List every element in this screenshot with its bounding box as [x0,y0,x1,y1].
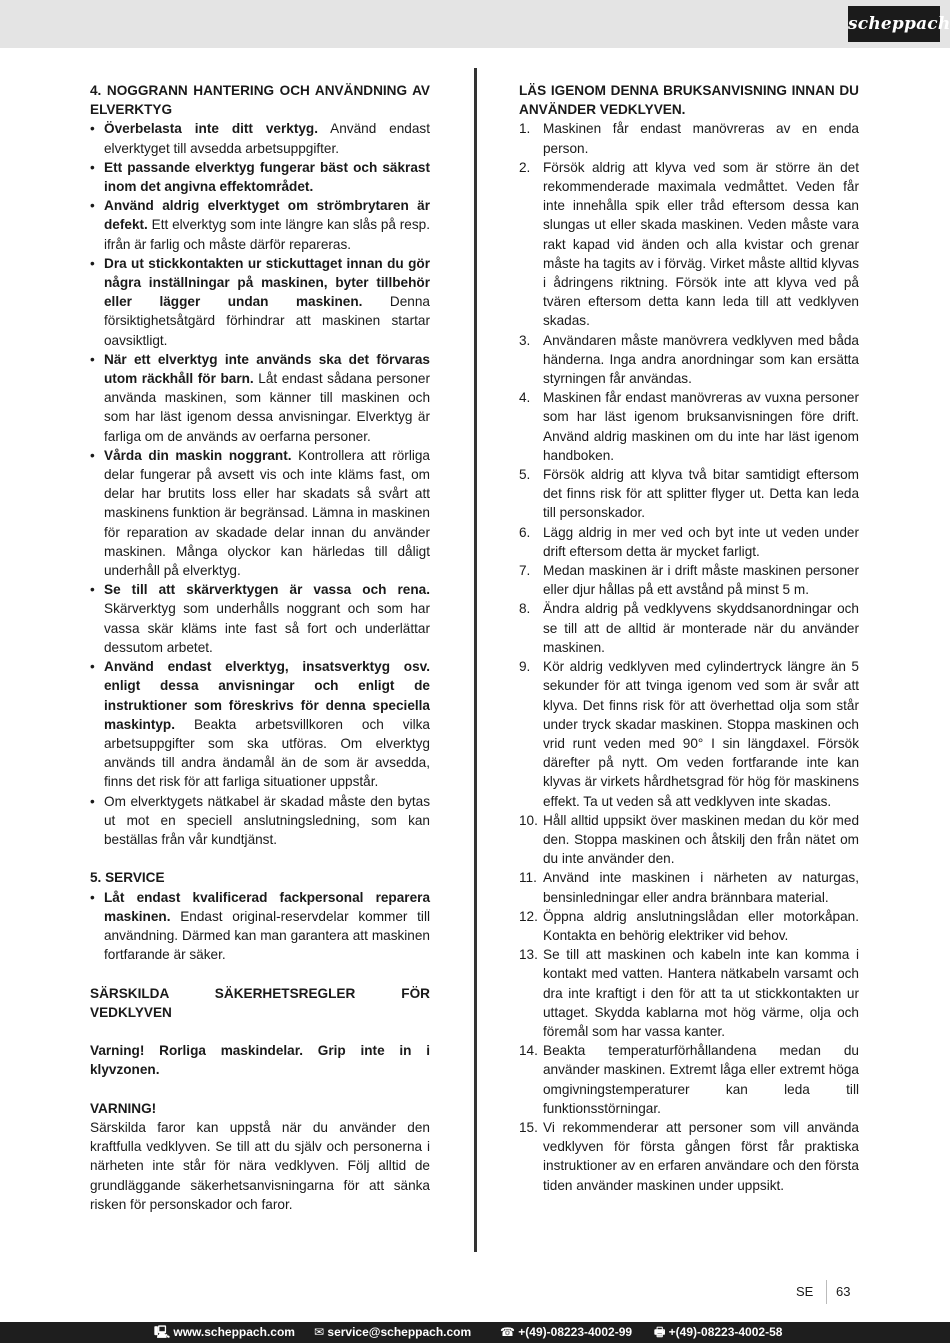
read-manual-title: LÄS IGENOM DENNA BRUKSANVISNING INNAN DU ANVÄNDER VEDKLYVEN. [519,83,859,118]
section4-item: • När ett elverktyg inte används ska det förvaras utom räckhåll för barn. Låt endast sådana personer använda maskinen, som känner till maskinen och som har läst igenom dessa anvisningar. Elverktyg är farliga om de används av oerfarna personer. [90,351,431,444]
numbered-rule: 9. Kör aldrig vedklyven med cylindertryck längre än 5 sekunder för att tvinga igenom ved som är svår att klyva. Det finns risk för att överhettad olja som står under tryck skadar maskinen. Stoppa maskinen och vrid runt veden med 90° I sin längdaxel. Försök därefter på nytt. Om veden fortfarande inte kan klyvas är virkets hårdhetsgrad för hög för maskinens effekt. Ta ut veden så att vedklyven inte skadas. [519,659,859,809]
phone-icon: ☎ [500,1325,515,1339]
fax-contact: 🖶 +(49)-08223-4002-58 [654,1325,783,1339]
section4-item-bold: Se till att skärverktygen är vassa och rena. [104,582,430,598]
section4-item-bold: Använd endast elverktyg, insatsverktyg osv. enligt dessa anvisningar och enligt de instruktioner som föreskrivs för denna speciella maskintyp. [104,659,430,732]
section4-item: • Se till att skärverktygen är vassa och rena. Skärverktyg som underhålls noggrant och som har vassa skär kläms inte fast så fort och underlättar dessutom arbetet. [90,582,430,655]
numbered-rule: 13. Se till att maskinen och kabeln inte kan komma i kontakt med vatten. Hantera nätkabeln varsamt och dra inte kraftigt i den för att ta ut stickkontakten ur uttaget. Skydda kablarna mot hög värme, olja och föremål som har vassa kanter. [519,947,859,1039]
numbered-rule: 3. Användaren måste manövrera vedklyven med båda händerna. Inga andra anordningar som kan ersätta styrningen får användas. [519,332,859,387]
computer-icon: 🖳 [154,1325,171,1339]
numbered-rule: 12. Öppna aldrig anslutningslådan eller motorkåpan. Kontakta en behörig elektriker vid behov. [519,908,859,943]
section4-item: • Om elverktygets nätkabel är skadad måste den bytas ut mot en speciell anslutningsledning, som kan beställas från vår kundtjänst. [90,793,430,847]
section4-item-bold: När ett elverktyg inte används ska det förvaras utom räckhåll för barn. [104,351,430,387]
web-contact[interactable]: 🖳 www.scheppach.com [154,1325,295,1339]
mail-icon: ✉ [314,1325,325,1339]
numbered-rule: 14. Beakta temperaturförhållandena medan du använder maskinen. Extremt låga eller extremt höga omgivningstemperaturer kan leda till funktionsstörningar. [519,1043,859,1116]
column-divider [474,68,477,1252]
section5-item-bold: Låt endast kvalificerad fackpersonal reparera maskinen. [104,889,430,924]
warning-text: Särskilda faror kan uppstå när du använder den kraftfulla vedklyven. Se till att du själv och personerna i närheten inte står för nära vedklyven. Följ alltid de grundläggande säkerhetsanvisningarna för att sänka risken för personskador och faror. [90,1119,430,1212]
numbered-rule: 1. Maskinen får endast manövreras av en enda person. [519,121,859,156]
moving-parts-warning: Varning! Rorliga maskindelar. Grip inte in i klyvzonen. [90,1043,430,1078]
section4-title: 4. NOGGRANN HANTERING OCH ANVÄNDNING AV ELVERKTYG [90,83,430,118]
numbered-rule: 4. Maskinen får endast manövreras av vuxna personer som har läst igenom bruksanvisningen före drift. Använd aldrig maskinen om du inte har läst igenom handboken. [519,390,859,463]
language-code: SE [796,1284,814,1299]
section4-item: • Ett passande elverktyg fungerar bäst och säkrast inom det angivna effektområdet. [90,159,430,195]
numbered-rule: 7. Medan maskinen är i drift måste maskinen personer eller djur hållas på ett avstånd på minst 5 m. [519,563,859,598]
special-rules-title: SÄRSKILDA SÄKERHETSREGLER FÖR VEDKLYVEN [90,985,430,1020]
scheppach-logo: scheppach [848,6,940,42]
section4-list [90,119,430,849]
section4-item: • Vårda din maskin noggrant. Kontrollera att rörliga delar fungerar på avsett vis och inte kläms fast, om delar har brutits loss eller har skadats så svårt att maskinens funktion är begränsad. Lämna in maskinen för reparation av skadade delar innan du använder maskinen. Många olyckor kan härledas till dåligt underhåll på elverktyg. [90,447,430,579]
left-column [90,81,430,1214]
numbered-rule: 2. Försök aldrig att klyva ved som är större än det rekommenderade maximala vedmåttet. Veden får inte innehålla spik eller tråd eftersom dessa kan slungas ut eller skada maskinen. Veden måste vara rakt kapad vid änden och alla kvistar och grenar måste ha tagits av i förväg. Virket måste alltid klyvas i ådringens riktning. Försök inte att klyva ved på tvären eftersom detta kann leda till att vedklyven skadas. [519,159,859,329]
numbered-rule: 5. Försök aldrig att klyva två bitar samtidigt eftersom det finns risk för att splitter flyger ut. Detta kan leda till personskador. [519,467,859,521]
numbered-rule: 10. Håll alltid uppsikt över maskinen medan du kör med den. Stoppa maskinen och åtskilj den från nätet om du inte använder den. [519,812,859,867]
numbered-rule: 11. Använd inte maskinen i närheten av naturgas, bensinledningar eller andra brännbara material. [519,870,859,905]
email-contact[interactable]: ✉ service@scheppach.com [314,1325,472,1339]
section5-title: 5. SERVICE [90,870,165,886]
numbered-rule: 6. Lägg aldrig in mer ved och byt inte ut veden under drift eftersom detta är mycket farligt. [519,524,859,559]
section4-item: • Använd endast elverktyg, insatsverktyg osv. enligt dessa anvisningar och enligt de instruktioner som föreskrivs för denna speciella maskintyp. Beakta arbetsvillkoren och vilka arbetsuppgifter som ska utföras. Om elverktyg används till andra ändamål än de som är avsedda, finns det risk för att farliga situationer uppstår. [90,659,430,790]
section4-item-bold: Använd aldrig elverktyget om strömbrytaren är defekt. [104,198,430,233]
contact-footer [0,1322,950,1343]
header-bar [0,0,950,48]
section4-item-bold: Överbelasta inte ditt verktyg. [104,121,318,137]
page-number: 63 [836,1284,851,1299]
numbered-rules-list [519,119,859,1194]
warning-title: VARNING! [90,1100,157,1116]
section4-item-bold: Ett passande elverktyg fungerar bäst och säkrast inom det angivna effektområdet. [104,159,430,195]
section5-list [90,888,430,965]
fax-icon: 🖶 [654,1325,666,1339]
section4-item: • Överbelasta inte ditt verktyg. Använd endast elverktyget till avsedda arbetsuppgifter. [90,121,430,156]
section5-item: • Låt endast kvalificerad fackpersonal reparera maskinen. Endast original-reservdelar kommer till användning. Därmed kan man garantera att maskinen fortfarande är säker. [90,889,430,963]
section4-item: • Använd aldrig elverktyget om strömbrytaren är defekt. Ett elverktyg som inte längre kan slås på resp. ifrån är farlig och måste därför repareras. [90,198,430,252]
section4-item-bold: Vårda din maskin noggrant. [104,447,292,463]
section4-item-bold: Dra ut stickkontakten ur stickuttaget innan du gör några inställningar på maskinen, byter tillbehör eller lägger undan maskinen. [104,255,430,310]
phone-contact[interactable]: ☎ +(49)-08223-4002-99 [500,1325,633,1339]
numbered-rule: 15. Vi rekommenderar att personer som vill använda vedklyven för första gången först får praktiska instruktioner av en erfaren användare och den första tiden använder maskinen under uppsikt. [519,1119,859,1193]
section4-item: • Dra ut stickkontakten ur stickuttaget innan du gör några inställningar på maskinen, byter tillbehör eller lägger undan maskinen. Denna försiktighetsåtgärd förhindrar att maskinen startar oavsiktligt. [90,255,430,348]
right-column [519,81,859,1195]
numbered-rule: 8. Ändra aldrig på vedklyvens skyddsanordningar och se till att de alltid är monterade när du använder maskinen. [519,601,859,655]
